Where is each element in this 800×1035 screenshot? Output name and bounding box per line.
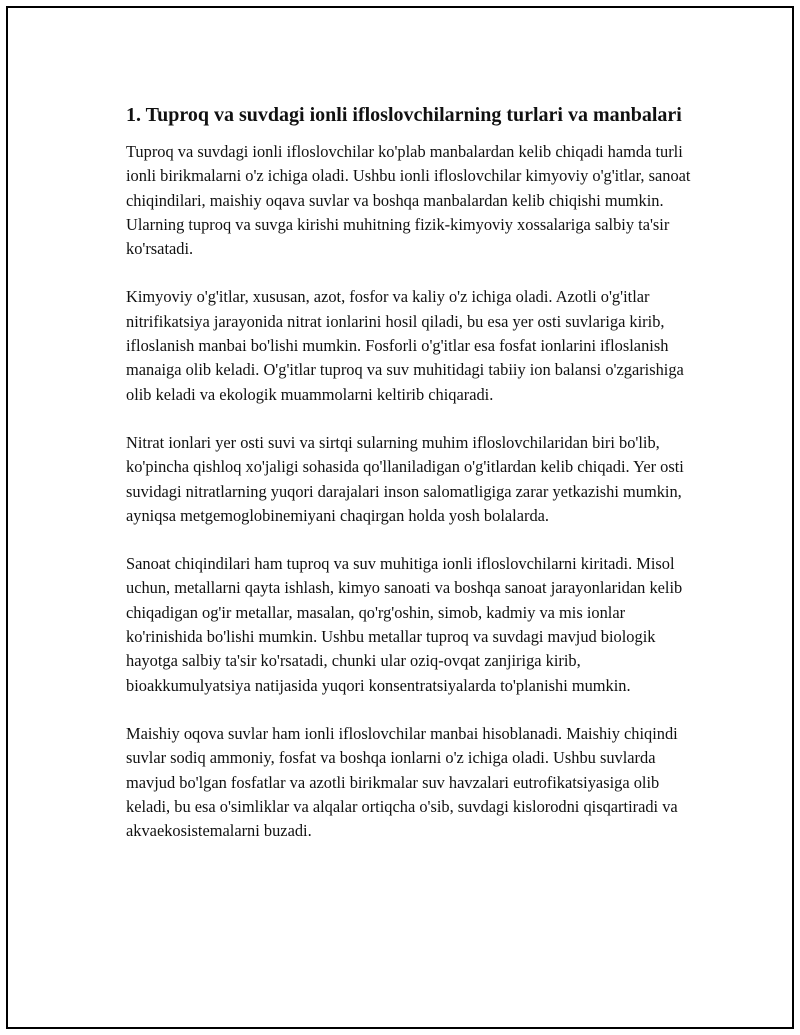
page-frame	[6, 6, 794, 1029]
document-body	[126, 101, 692, 867]
paragraph-5: Maishiy oqova suvlar ham ionli ifloslovchilar manbai hisoblanadi. Maishiy chiqindi suvlar sodiq ammoniy, fosfat va boshqa ionlarni o'z ichiga oladi. Ushbu suvlarda mavjud bo'lgan fosfatlar va azotli birikmalar suv havzalari eutrofikatsiyasiga olib keladi, bu esa o'simliklar va alqalar ortiqcha o'sib, suvdagi kislorodni qisqartiradi va akvaekosistemalarni buzadi.	[126, 723, 678, 841]
paragraph-2: Kimyoviy o'g'itlar, xususan, azot, fosfor va kaliy o'z ichiga oladi. Azotli o'g'itlar nitrifikatsiya jarayonida nitrat ionlarini hosil qiladi, bu esa yer osti suvlariga kirib, ifloslanish manbai bo'lishi mumkin. Fosforli o'g'itlar esa fosfat ionlarini ifloslanish manaiga olib keladi. O'g'itlar tuproq va suv muhitidagi tabiiy ion balansi o'zgarishiga olib keladi va ekologik muammolarni keltirib chiqaradi.	[126, 287, 684, 404]
section-heading: 1. Tuproq va suvdagi ionli ifloslovchilarning turlari va manbalari	[126, 104, 682, 126]
paragraph-3: Nitrat ionlari yer osti suvi va sirtqi sularning muhim ifloslovchilaridan biri bo'lib, ko'pincha qishloq xo'jaligi sohasida qo'llaniladigan o'g'itlardan kelib chiqadi. Yer osti suvidagi nitratlarning yuqori darajalari inson salomatligiga zarar yetkazishi mumkin, ayniqsa metgemoglobinemiyani chaqirgan holda yosh bolalarda.	[126, 432, 684, 525]
paragraph-1: Tuproq va suvdagi ionli ifloslovchilar ko'plab manbalardan kelib chiqadi hamda turli ionli birikmalarni o'z ichiga oladi. Ushbu ionli ifloslovchilar kimyoviy o'g'itlar, sanoat chiqindilari, maishiy oqava suvlar va boshqa manbalardan kelib chiqishi mumkin. Ularning tuproq va suvga kirishi muhitning fizik-kimyoviy xossalariga salbiy ta'sir ko'rsatadi.	[126, 142, 691, 259]
paragraph-4: Sanoat chiqindilari ham tuproq va suv muhitiga ionli ifloslovchilarni kiritadi. Misol uchun, metallarni qayta ishlash, kimyo sanoati va boshqa sanoat jarayonlaridan kelib chiqadigan og'ir metallar, masalan, qo'rg'oshin, simob, kadmiy va mis ionlar ko'rinishida bo'lishi mumkin. Ushbu metallar tuproq va suvdagi mavjud biologik hayotga salbiy ta'sir ko'rsatadi, chunki ular oziq-ovqat zanjiriga kirib, bioakkumulyatsiya natijasida yuqori konsentratsiyalarda to'planishi mumkin.	[126, 554, 683, 695]
